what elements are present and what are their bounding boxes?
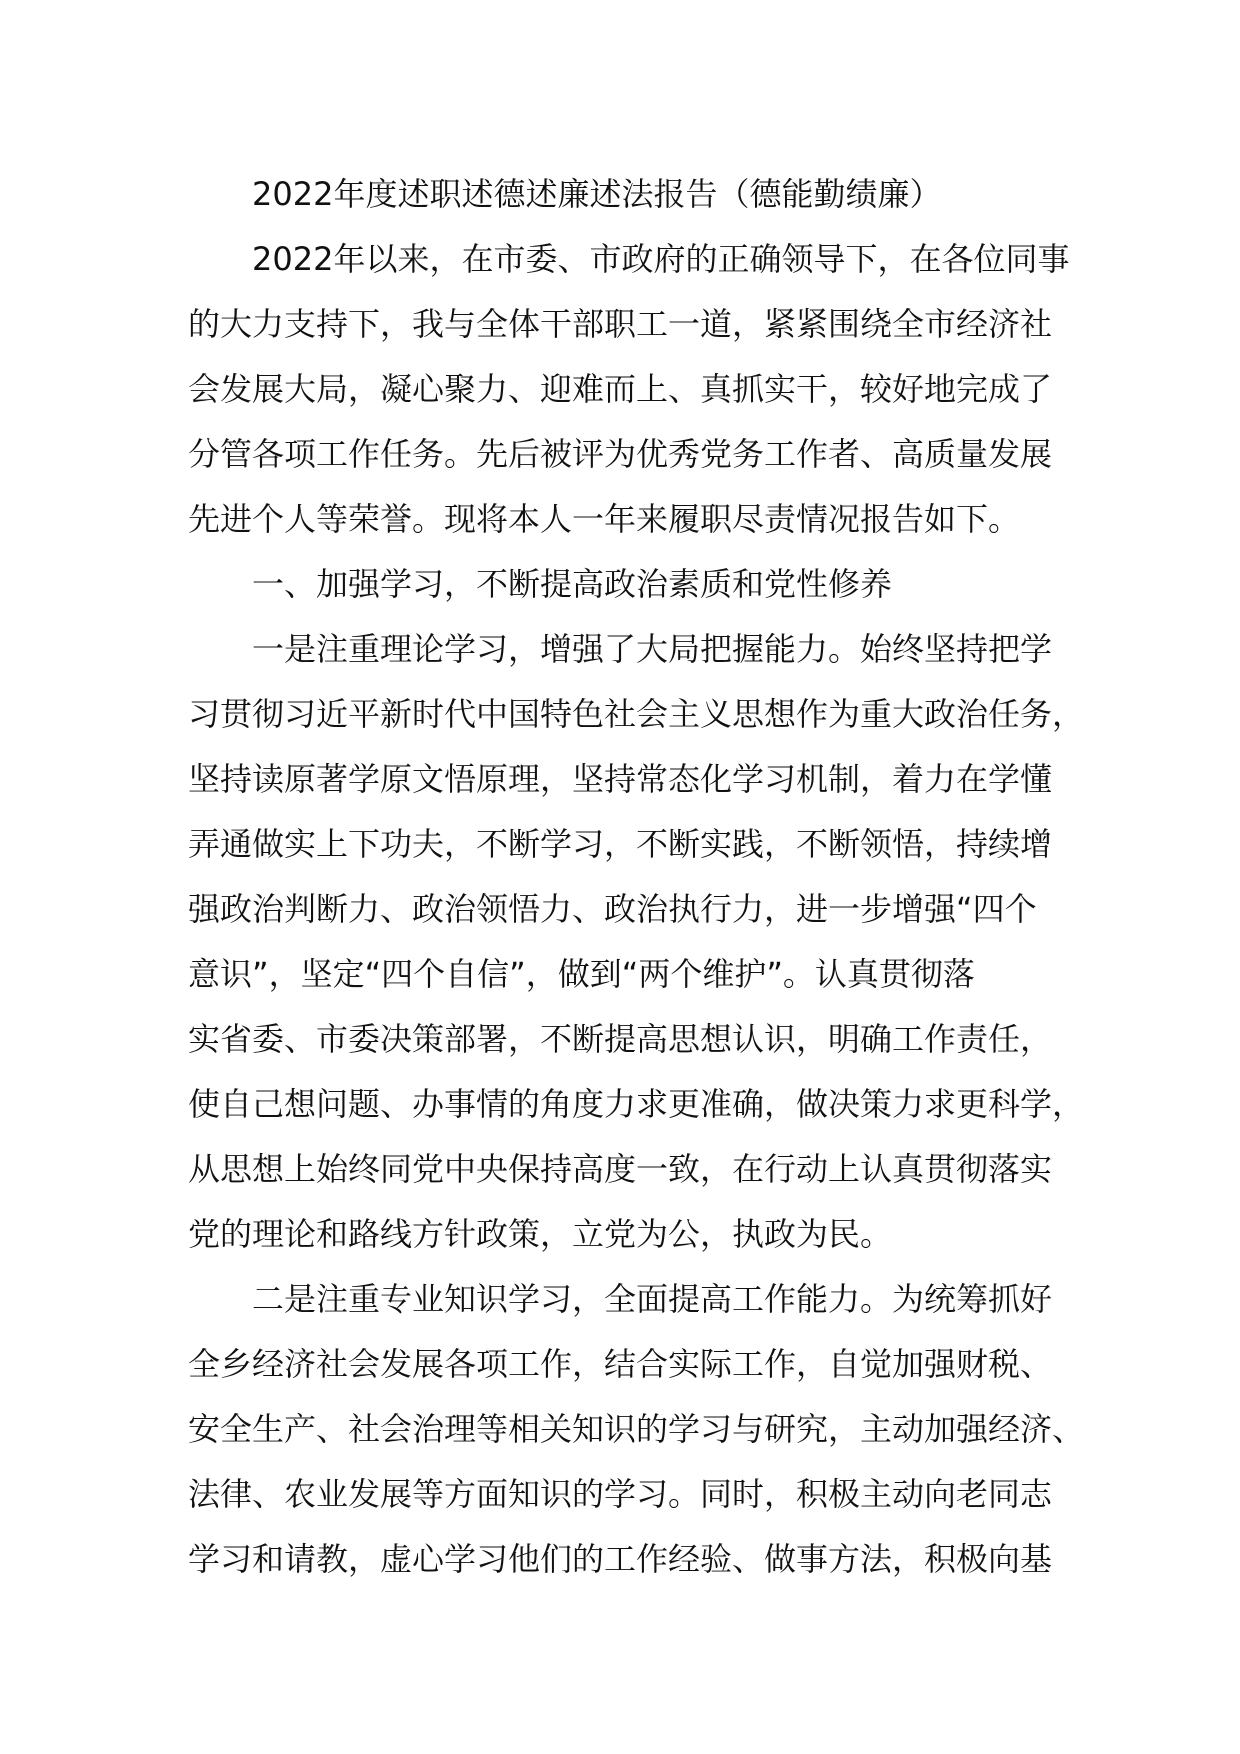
paragraph-line: 学习和请教，虚心学习他们的工作经验、做事方法，积极向基	[188, 1540, 1053, 1578]
paragraph-line: 会发展大局，凝心聚力、迎难而上、真抓实干，较好地完成了	[188, 370, 1053, 408]
paragraph-line: 2022年以来，在市委、市政府的正确领导下，在各位同事	[252, 240, 1070, 278]
paragraph-line: 二是注重专业知识学习，全面提高工作能力。为统筹抓好	[252, 1280, 1053, 1318]
paragraph-line: 坚持读原著学原文悟原理，坚持常态化学习机制，着力在学懂	[188, 760, 1053, 798]
paragraph-line: 党的理论和路线方针政策，立党为公，执政为民。	[188, 1215, 893, 1253]
section-heading-text: 一、加强学习，不断提高政治素质和党性修养	[252, 565, 893, 603]
paragraph-professional-study	[188, 1267, 1088, 1592]
paragraph-theory-study	[188, 617, 1088, 1267]
document-title: 2022年度述职述德述廉述法报告（德能勤绩廉）	[252, 175, 942, 213]
document-body	[188, 162, 1088, 1592]
section-heading	[188, 552, 1088, 617]
paragraph-line: 先进个人等荣誉。现将本人一年来履职尽责情况报告如下。	[188, 500, 1021, 538]
paragraph-line: 安全生产、社会治理等相关知识的学习与研究，主动加强经济、	[188, 1410, 1085, 1448]
paragraph-line: 强政治判断力、政治领悟力、政治执行力，进一步增强“四个	[188, 890, 1037, 928]
paragraph-line: 一是注重理论学习，增强了大局把握能力。始终坚持把学	[252, 630, 1053, 668]
paragraph-line: 使自己想问题、办事情的角度力求更准确，做决策力求更科学，	[188, 1085, 1085, 1123]
paragraph-line: 法律、农业发展等方面知识的学习。同时，积极主动向老同志	[188, 1475, 1053, 1513]
paragraph-line: 弄通做实上下功夫，不断学习，不断实践，不断领悟，持续增	[188, 825, 1053, 863]
paragraph-line: 实省委、市委决策部署，不断提高思想认识，明确工作责任，	[188, 1020, 1053, 1058]
paragraph-line: 分管各项工作任务。先后被评为优秀党务工作者、高质量发展	[188, 435, 1053, 473]
paragraph-intro	[188, 227, 1088, 552]
paragraph-line: 全乡经济社会发展各项工作，结合实际工作，自觉加强财税、	[188, 1345, 1053, 1383]
paragraph-line: 意识”，坚定“四个自信”，做到“两个维护”。认真贯彻落	[188, 955, 975, 993]
paragraph-line: 习贯彻习近平新时代中国特色社会主义思想作为重大政治任务，	[188, 695, 1085, 733]
paragraph-line: 从思想上始终同党中央保持高度一致，在行动上认真贯彻落实	[188, 1150, 1053, 1188]
paragraph-line: 的大力支持下，我与全体干部职工一道，紧紧围绕全市经济社	[188, 305, 1053, 343]
